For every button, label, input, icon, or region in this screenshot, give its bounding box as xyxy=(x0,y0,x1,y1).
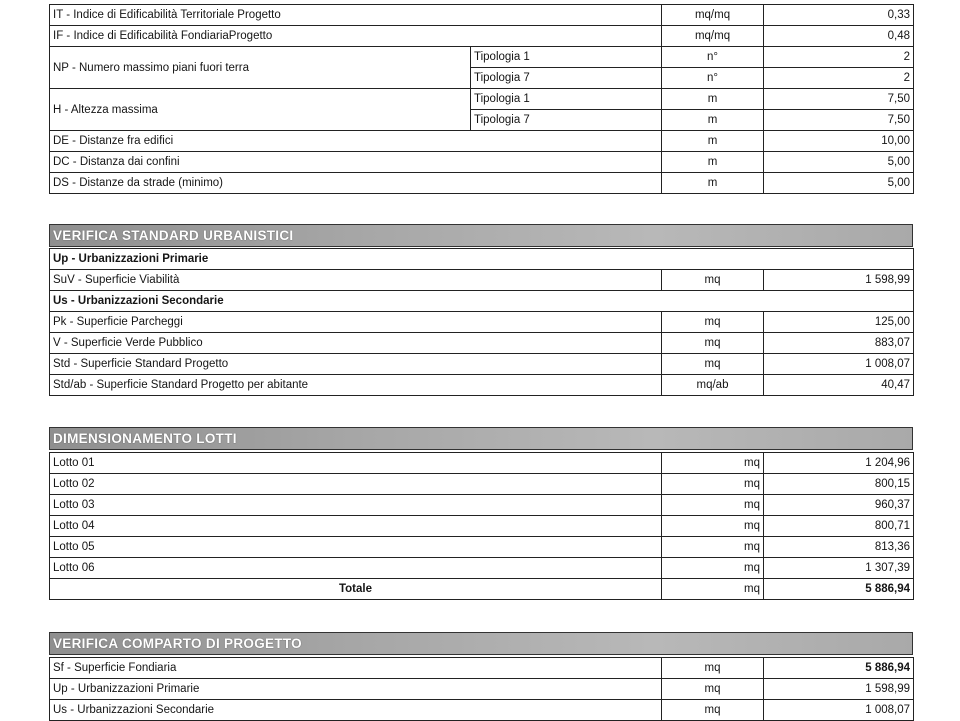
lotti-section-title: DIMENSIONAMENTO LOTTI xyxy=(53,431,237,446)
param-type: Tipologia 7 xyxy=(471,110,662,131)
table-row xyxy=(50,354,914,375)
standard-value: 1 598,99 xyxy=(764,270,914,291)
param-unit: m xyxy=(662,110,764,131)
table-row xyxy=(50,537,914,558)
param-unit: n° xyxy=(662,47,764,68)
standard-unit: mq xyxy=(662,270,764,291)
comparto-value: 1 598,99 xyxy=(764,679,914,700)
standard-label: V - Superficie Verde Pubblico xyxy=(50,333,662,354)
standard-value: 125,00 xyxy=(764,312,914,333)
standard-label: SuV - Superficie Viabilità xyxy=(50,270,662,291)
comparto-unit: mq xyxy=(662,700,764,721)
standard-label: Std/ab - Superficie Standard Progetto per abitante xyxy=(50,375,662,396)
lotto-value: 813,36 xyxy=(764,537,914,558)
params-section xyxy=(49,4,914,194)
param-label: IT - Indice di Edificabilità Territoriale Progetto xyxy=(50,5,662,26)
lotto-unit: mq xyxy=(662,474,764,495)
table-row xyxy=(50,152,914,173)
lotti-section xyxy=(49,452,914,600)
standard-label: Std - Superficie Standard Progetto xyxy=(50,354,662,375)
param-type: Tipologia 1 xyxy=(471,47,662,68)
table-row xyxy=(50,558,914,579)
param-value: 2 xyxy=(764,47,914,68)
comparto-value: 5 886,94 xyxy=(764,658,914,679)
param-label: NP - Numero massimo piani fuori terra xyxy=(50,47,471,89)
lotto-unit: mq xyxy=(662,495,764,516)
standard-label: Pk - Superficie Parcheggi xyxy=(50,312,662,333)
comparto-label: Sf - Superficie Fondiaria xyxy=(50,658,662,679)
table-row xyxy=(50,291,914,312)
param-unit: mq/mq xyxy=(662,5,764,26)
param-label: DE - Distanze fra edifici xyxy=(50,131,662,152)
standard-table xyxy=(49,248,914,396)
lotto-unit: mq xyxy=(662,558,764,579)
params-table xyxy=(49,4,914,194)
table-row xyxy=(50,474,914,495)
param-type: Tipologia 1 xyxy=(471,89,662,110)
standard-unit: mq xyxy=(662,333,764,354)
lotto-value: 1 307,39 xyxy=(764,558,914,579)
table-row xyxy=(50,173,914,194)
lotto-label: Lotto 06 xyxy=(50,558,662,579)
up-heading: Up - Urbanizzazioni Primarie xyxy=(50,249,914,270)
standard-unit: mq xyxy=(662,312,764,333)
param-unit: m xyxy=(662,89,764,110)
param-unit: m xyxy=(662,173,764,194)
standard-section-title: VERIFICA STANDARD URBANISTICI xyxy=(53,228,294,243)
table-row xyxy=(50,375,914,396)
param-value: 0,48 xyxy=(764,26,914,47)
table-row xyxy=(50,89,914,110)
comparto-value: 1 008,07 xyxy=(764,700,914,721)
table-row xyxy=(50,453,914,474)
lotto-label: Lotto 03 xyxy=(50,495,662,516)
lotto-unit: mq xyxy=(662,453,764,474)
param-label: H - Altezza massima xyxy=(50,89,471,131)
lotto-unit: mq xyxy=(662,516,764,537)
lotto-unit: mq xyxy=(662,537,764,558)
comparto-section xyxy=(49,657,914,721)
table-row xyxy=(50,679,914,700)
lotti-total-value: 5 886,94 xyxy=(764,579,914,600)
table-row xyxy=(50,270,914,291)
standard-unit: mq/ab xyxy=(662,375,764,396)
param-value: 5,00 xyxy=(764,173,914,194)
param-value: 2 xyxy=(764,68,914,89)
lotto-value: 800,15 xyxy=(764,474,914,495)
table-row xyxy=(50,5,914,26)
table-row xyxy=(50,516,914,537)
param-unit: n° xyxy=(662,68,764,89)
lotto-value: 1 204,96 xyxy=(764,453,914,474)
comparto-section-header xyxy=(49,632,913,655)
lotto-label: Lotto 05 xyxy=(50,537,662,558)
param-label: IF - Indice di Edificabilità FondiariaProgetto xyxy=(50,26,662,47)
param-value: 7,50 xyxy=(764,110,914,131)
table-row xyxy=(50,249,914,270)
lotto-value: 800,71 xyxy=(764,516,914,537)
comparto-label: Us - Urbanizzazioni Secondarie xyxy=(50,700,662,721)
table-row xyxy=(50,312,914,333)
table-row xyxy=(50,333,914,354)
table-row xyxy=(50,658,914,679)
standard-section-header xyxy=(49,224,913,247)
us-heading: Us - Urbanizzazioni Secondarie xyxy=(50,291,914,312)
comparto-unit: mq xyxy=(662,658,764,679)
comparto-label: Up - Urbanizzazioni Primarie xyxy=(50,679,662,700)
comparto-section-title: VERIFICA COMPARTO DI PROGETTO xyxy=(53,636,302,651)
standard-unit: mq xyxy=(662,354,764,375)
param-unit: mq/mq xyxy=(662,26,764,47)
standard-value: 1 008,07 xyxy=(764,354,914,375)
table-row xyxy=(50,700,914,721)
lotti-table xyxy=(49,452,914,600)
lotti-total-label: Totale xyxy=(50,579,662,600)
param-label: DS - Distanze da strade (minimo) xyxy=(50,173,662,194)
param-value: 5,00 xyxy=(764,152,914,173)
lotti-section-header xyxy=(49,427,913,450)
param-value: 7,50 xyxy=(764,89,914,110)
lotto-label: Lotto 02 xyxy=(50,474,662,495)
standard-value: 40,47 xyxy=(764,375,914,396)
param-value: 0,33 xyxy=(764,5,914,26)
standard-section xyxy=(49,248,914,396)
table-row xyxy=(50,131,914,152)
standard-value: 883,07 xyxy=(764,333,914,354)
lotto-value: 960,37 xyxy=(764,495,914,516)
param-unit: m xyxy=(662,131,764,152)
param-label: DC - Distanza dai confini xyxy=(50,152,662,173)
table-row xyxy=(50,495,914,516)
param-unit: m xyxy=(662,152,764,173)
lotto-label: Lotto 01 xyxy=(50,453,662,474)
table-row xyxy=(50,26,914,47)
table-row xyxy=(50,47,914,68)
table-row-total xyxy=(50,579,914,600)
param-type: Tipologia 7 xyxy=(471,68,662,89)
param-value: 10,00 xyxy=(764,131,914,152)
comparto-table xyxy=(49,657,914,721)
lotto-label: Lotto 04 xyxy=(50,516,662,537)
comparto-unit: mq xyxy=(662,679,764,700)
lotti-total-unit: mq xyxy=(662,579,764,600)
